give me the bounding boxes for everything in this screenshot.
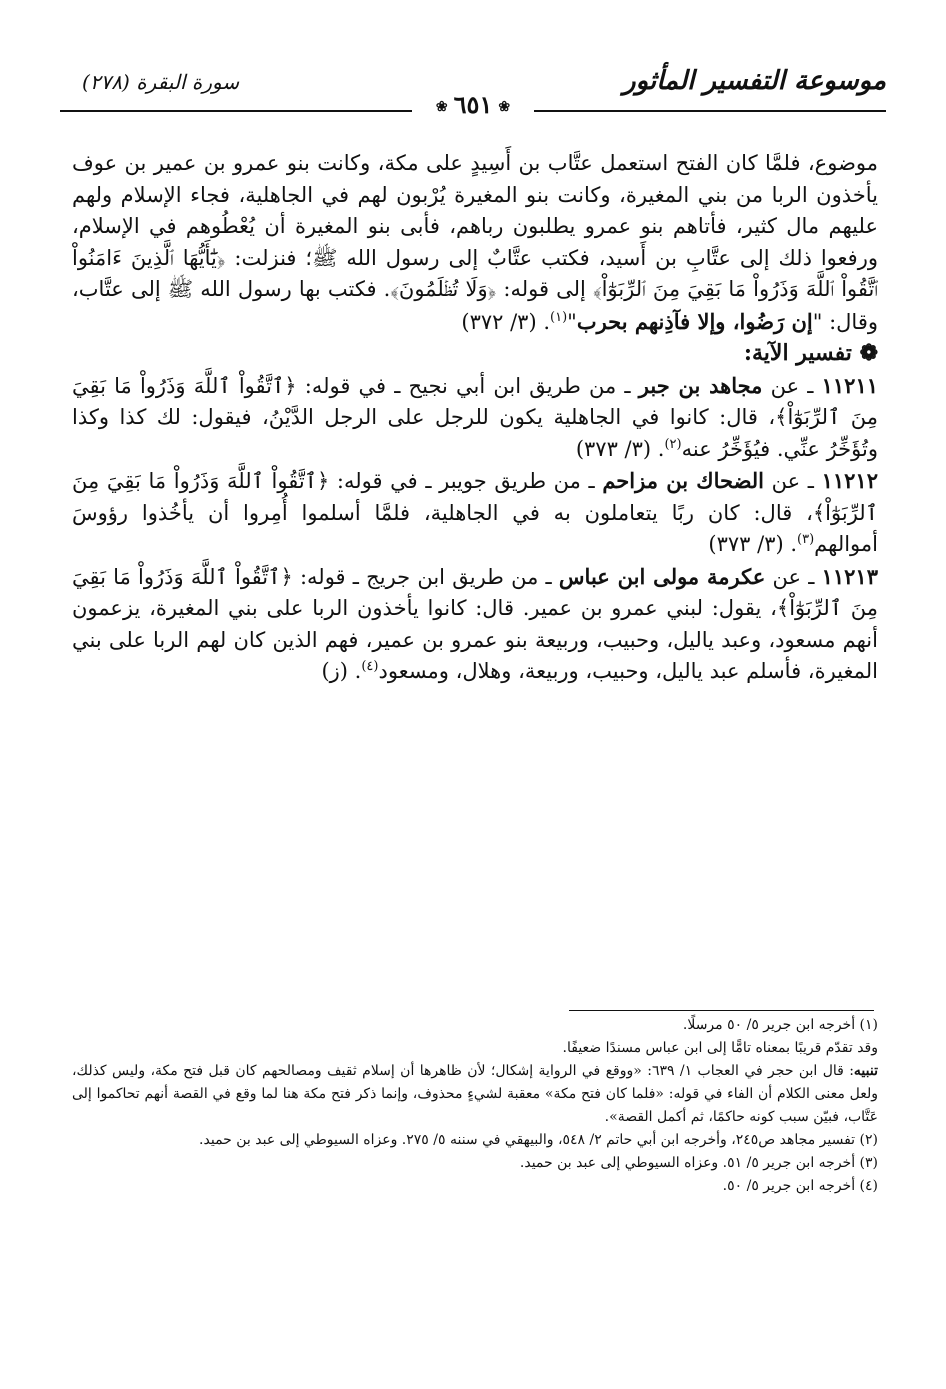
page-number-wrap	[60, 90, 886, 119]
footnote-note: وقد تقدّم قريبًا بمعناه تامًّا إلى ابن عباس مسندًا ضعيفًا.	[562, 1040, 878, 1056]
narration-entry	[72, 370, 878, 466]
tanbih-note	[72, 1060, 878, 1129]
narrator-name: الضحاك بن مزاحم	[602, 468, 765, 493]
section-title: تفسير الآية:	[743, 340, 852, 366]
entry-text: ـ من طريق ابن أبي نجيح ـ في قوله: ﴿ٱتَّقُواْ ٱللَّهَ وَذَرُواْ مَا بَقِيَ مِنَ ٱلرِّبَوٰٓاْ﴾، قال: كانوا في الجاهلية يكون للرجل على الرجل الدَّيْنُ، فيقول: لك كذا وكذا وتُؤَخِّرُ عنِّي. فيُؤَخِّرُ عنه	[72, 373, 878, 461]
ornament-icon: ❀	[435, 98, 448, 115]
footnote-marker[interactable]: (٣)	[797, 532, 815, 547]
entry-sep: ـ عن	[764, 469, 822, 493]
page-header	[60, 60, 886, 120]
volume-reference: . (٣/ ٣٧٢)	[461, 309, 550, 334]
volume-reference: . (٣/ ٣٧٣)	[708, 532, 798, 556]
volume-reference: . (٣/ ٣٧٣)	[575, 436, 665, 461]
page-number: ٦٥١	[453, 90, 493, 119]
entry-sep: ـ عن	[765, 564, 822, 589]
narration-entry	[72, 465, 878, 561]
section-heading	[72, 338, 878, 370]
narrator-name: مجاهد بن جبر	[638, 372, 763, 398]
footnote: (٣) أخرجه ابن جرير ٥/ ٥١. وعزاه السيوطي إلى عبد بن حميد.	[519, 1155, 878, 1171]
ornament-icon: ❀	[498, 98, 511, 115]
surah-label: سورة البقرة (٢٧٨)	[82, 70, 240, 94]
volume-reference: . (ز)	[321, 659, 362, 683]
narration-entry	[72, 561, 878, 688]
main-text	[72, 148, 878, 688]
footnote: (١) أخرجه ابن جرير ٥/ ٥٠ مرسلًا.	[682, 1017, 878, 1033]
intro-after: "	[567, 309, 577, 334]
footnote: (٢) تفسير مجاهد ص٢٤٥، وأخرجه ابن أبي حاتم ٢/ ٥٤٨، والبيهقي في سننه ٥/ ٢٧٥. وعزاه السيوطي إلى عبد بن حميد.	[199, 1132, 878, 1148]
intro-bold: إن رَضُوا، وإلا فآذِنهم بحرب	[576, 308, 813, 334]
tanbih-label: تنبيه	[853, 1063, 878, 1079]
intro-text: موضوع، فلمَّا كان الفتح استعمل عتَّاب بن أَسِيدٍ على مكة، وكانت بنو عمرو بن عمير بن عوف يأخذون الربا من بني المغيرة، وكانت بنو المغيرة يُرْبون لهم في الجاهلية، فجاء الإسلام ولهم عليهم مال كثير، فأتاهم بنو عمرو يطلبون رباهم، فأبى بنو المغيرة أن يُعْطُوهم في الإسلام، ورفعوا ذلك إلى عتَّابِ بن أَسيد، فكتب عتَّابٌ إلى رسول الله ﷺ؛ فنزلت: ﴿يَٰٓأَيُّهَا ٱلَّذِينَ ءَامَنُواْ ٱتَّقُواْ ٱللَّهَ وَذَرُواْ مَا بَقِيَ مِنَ ٱلرِّبَوٰٓاْ﴾ إلى قوله: ﴿وَلَا تُظۡلَمُونَ﴾. فكتب بها رسول الله ﷺ إلى عتَّاب، وقال: "	[72, 151, 878, 334]
footnotes	[72, 1014, 878, 1198]
entry-number: ١١٢١١	[821, 372, 879, 398]
entry-number: ١١٢١٣	[821, 563, 878, 589]
entry-number: ١١٢١٢	[821, 468, 878, 493]
entry-text: ـ من طريق جويبر ـ في قوله: ﴿ٱتَّقُواْ ٱللَّهَ وَذَرُواْ مَا بَقِيَ مِنَ ٱلرِّبَوٰٓاْ﴾، قال: كان ربًا يتعاملون به في الجاهلية، فلمَّا أسلموا أُمِروا أن يأخُذوا رؤوسَ أموالهم	[72, 469, 878, 556]
footnote-marker[interactable]: (١)	[550, 309, 568, 325]
footnote-divider	[569, 1010, 874, 1011]
footnote-marker[interactable]: (٤)	[361, 659, 379, 674]
entry-sep: ـ عن	[762, 373, 822, 398]
intro-paragraph	[72, 148, 878, 338]
entry-text: ـ من طريق ابن جريج ـ قوله: ﴿ٱتَّقُواْ ٱللَّهَ وَذَرُواْ مَا بَقِيَ مِنَ ٱلرِّبَوٰٓاْ﴾، يقول: لبني عمرو بن عمير. قال: كانوا يأخذون الربا على بني المغيرة، يزعمون أنهم مسعود، وعبد ياليل، وحبيب، وربيعة بنو عمرو بن عمير، فهم الذين كان لهم الربا على بني المغيرة، فأسلم عبد ياليل، وحبيب، وربيعة، وهلال، ومسعود	[72, 564, 878, 683]
narrator-name: عكرمة مولى ابن عباس	[558, 563, 766, 589]
footnote-marker[interactable]: (٢)	[664, 436, 682, 452]
tanbih-text: : قال ابن حجر في العجاب ١/ ٦٣٩: «ووقع في الرواية إشكال؛ لأن ظاهرها أن إسلام ثقيف ومصالحهم كان قبل فتح مكة، وليس كذلك، ولعل معنى الكلام أن الفاء في قوله: «فلما كان فتح مكة» معقبة لشيءٍ محذوف، وإنما ذكر فتح مكة هنا لما وقع في القصة أنهم تحاكموا إلى عَتَّاب، فبيّن سبب كونه حاكمًا، ثم أكمل القصة».	[72, 1063, 878, 1125]
book-title: موسوعة التفسير المأثور	[623, 66, 886, 96]
flower-icon: ❁	[859, 340, 878, 366]
footnote: (٤) أخرجه ابن جرير ٥/ ٥٠.	[722, 1178, 878, 1194]
